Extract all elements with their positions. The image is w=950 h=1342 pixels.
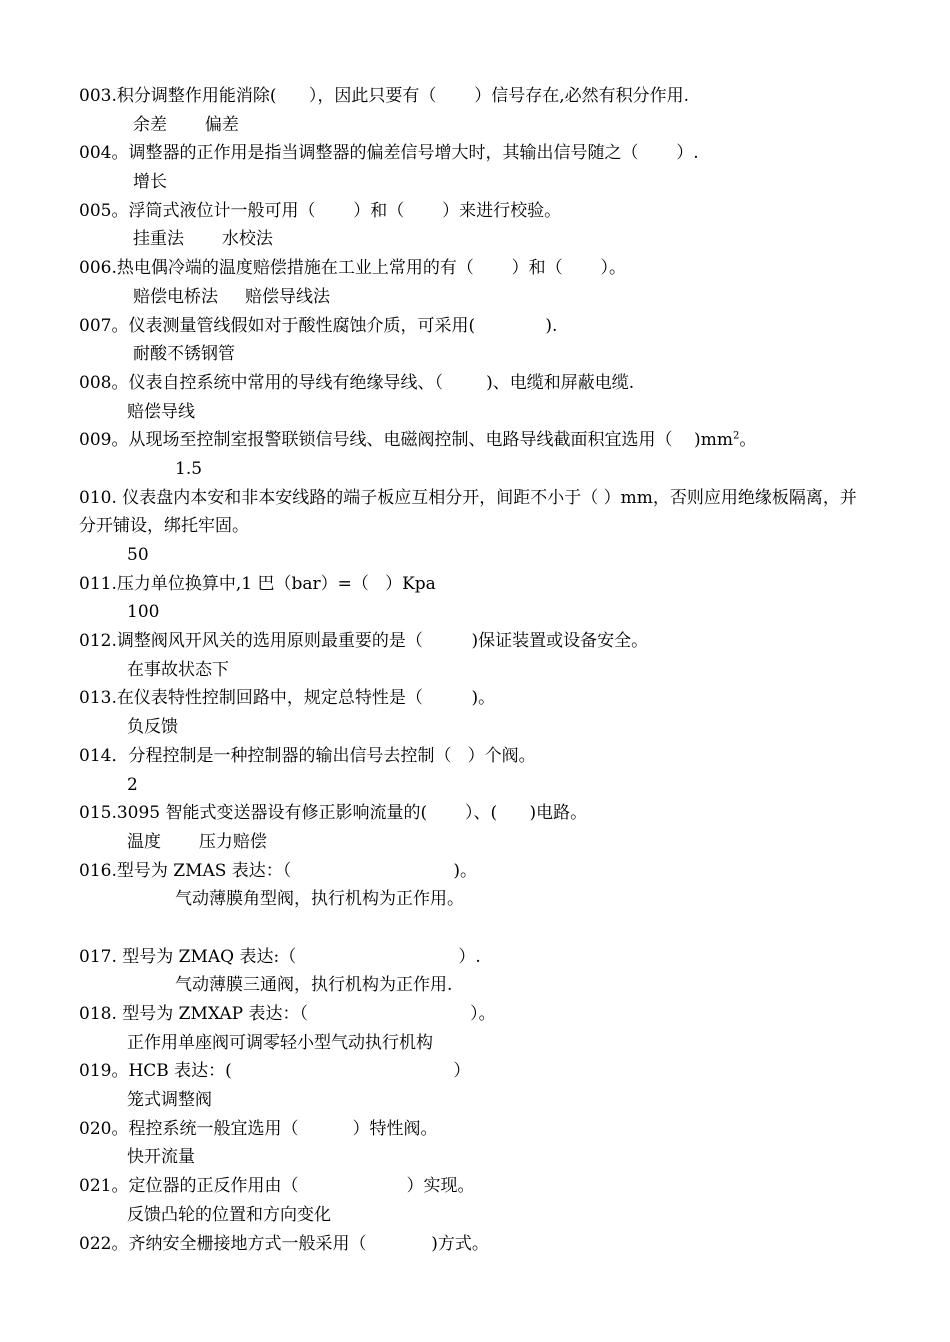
question-text: 014．分程控制是一种控制器的输出信号去控制（ ）个阀。 bbox=[79, 745, 536, 766]
question-text: 010. 仪表盘内本安和非本安线路的端子板应互相分开，间距不小于（ ）mm，否则应用绝缘板隔离，并分开铺设，绑托牢固。 bbox=[79, 487, 857, 537]
question-text: 022。齐纳安全栅接地方式一般采用（ )方式。 bbox=[79, 1233, 489, 1254]
question-text: 011.压力单位换算中,1 巴（bar）=（ ）Kpa bbox=[79, 573, 436, 594]
question-text: 008。仪表自控系统中常用的导线有绝缘导线、（ )、电缆和屏蔽电缆. bbox=[79, 372, 635, 393]
answer-text: 耐酸不锈钢管 bbox=[133, 344, 235, 365]
question-text: 015.3095 智能式变送器设有修正影响流量的( ）、( )电路。 bbox=[79, 803, 588, 824]
answer-text: 气动薄膜角型阀，执行机构为正作用。 bbox=[175, 889, 464, 910]
question-text: 006.热电偶冷端的温度赔偿措施在工业上常用的有（ ）和（ ）。 bbox=[79, 258, 627, 279]
document-page bbox=[79, 82, 869, 1258]
answer-text: 负反馈 bbox=[127, 717, 178, 738]
question-text: 007。仪表测量管线假如对于酸性腐蚀介质，可采用( ). bbox=[79, 315, 558, 336]
answer-text: 在事故状态下 bbox=[127, 659, 229, 680]
answer-text: 余差 偏差 bbox=[133, 114, 239, 135]
answer-text: 2 bbox=[127, 774, 138, 795]
answer-text: 50 bbox=[127, 545, 149, 566]
answer-text: 挂重法 水校法 bbox=[133, 229, 273, 250]
answer-text: 赔偿电桥法 赔偿导线法 bbox=[133, 286, 331, 307]
question-text: 021。定位器的正反作用由（ ）实现。 bbox=[79, 1176, 475, 1197]
question-text: 016.型号为 ZMAS 表达：（ )。 bbox=[79, 860, 478, 881]
question-text: 004。调整器的正作用是指当调整器的偏差信号增大时，其输出信号随之（ ）. bbox=[79, 143, 699, 164]
question-text: 013.在仪表特性控制回路中，规定总特性是（ )。 bbox=[79, 688, 496, 709]
answer-text: 温度 压力赔偿 bbox=[127, 831, 267, 852]
question-text: 012.调整阀风开风关的选用原则最重要的是（ )保证装置或设备安全。 bbox=[79, 631, 649, 652]
answer-text: 反馈凸轮的位置和方向变化 bbox=[127, 1204, 331, 1225]
answer-text: 1.5 bbox=[175, 458, 203, 479]
blank-line bbox=[79, 914, 869, 943]
answer-text: 气动薄膜三通阀，执行机构为正作用. bbox=[175, 975, 453, 996]
answer-text: 正作用单座阀可调零轻小型气动执行机构 bbox=[127, 1032, 433, 1053]
answer-text: 100 bbox=[127, 602, 160, 623]
question-text: 009。从现场至控制室报警联锁信号线、电磁阀控制、电路导线截面积宜选用（ )$mm^2$。 bbox=[79, 430, 757, 451]
question-text: 005。浮筒式液位计一般可用（ ）和（ ）来进行校验。 bbox=[79, 200, 562, 221]
question-text: 020。程控系统一般宜选用（ ）特性阀。 bbox=[79, 1118, 438, 1139]
answer-text: 增长 bbox=[133, 172, 167, 193]
question-text: 017. 型号为 ZMAQ 表达:（ ）. bbox=[79, 946, 481, 967]
question-text: 018. 型号为 ZMXAP 表达：（ ）。 bbox=[79, 1004, 496, 1025]
question-text: 003.积分调整作用能消除( ），因此只要有（ ）信号存在,必然有积分作用. bbox=[79, 86, 690, 106]
answer-text: 赔偿导线 bbox=[127, 401, 195, 422]
question-text: 019。HCB 表达：( ） bbox=[79, 1061, 471, 1082]
answer-text: 快开流量 bbox=[127, 1147, 195, 1168]
answer-text: 笼式调整阀 bbox=[127, 1090, 212, 1111]
